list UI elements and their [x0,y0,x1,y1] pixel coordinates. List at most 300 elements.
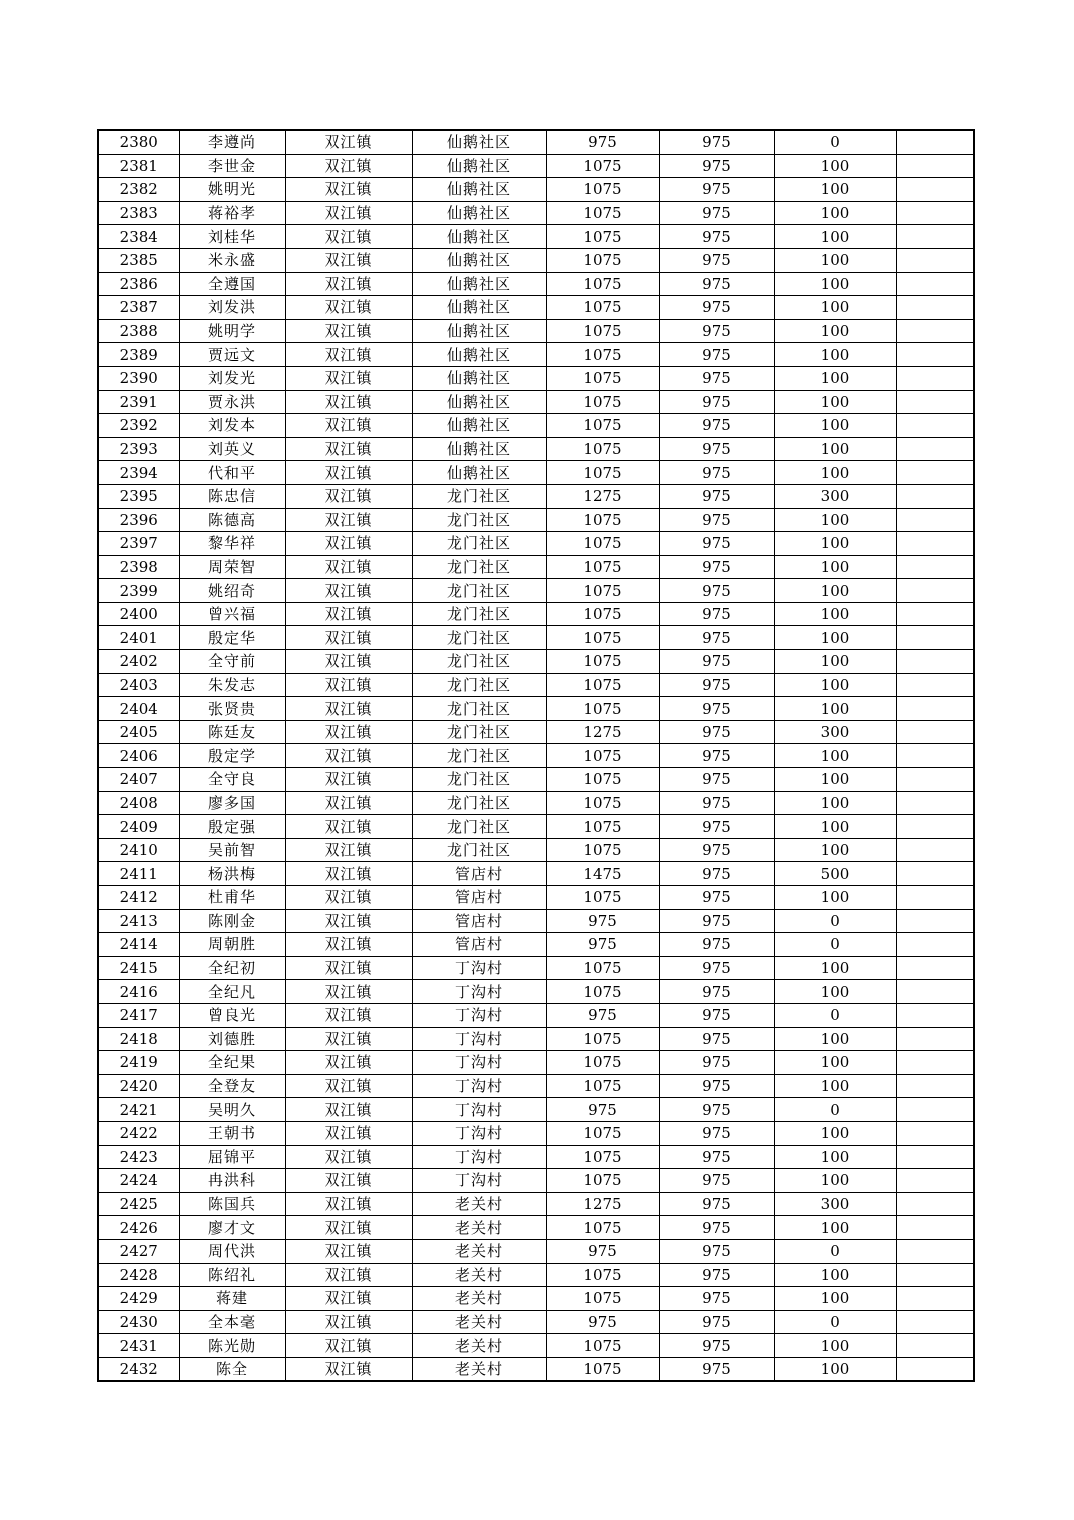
village-cell: 丁沟村 [412,1169,546,1193]
village-cell: 丁沟村 [412,956,546,980]
amount-a-cell: 1075 [546,579,659,603]
name-cell: 陈全 [179,1357,285,1381]
amount-a-cell: 1075 [546,838,659,862]
remark-cell [896,1027,974,1051]
village-cell: 丁沟村 [412,1121,546,1145]
table-row [98,862,974,886]
village-cell: 仙鹅社区 [412,343,546,367]
serial-number-cell: 2396 [98,508,179,532]
serial-number-cell: 2394 [98,461,179,485]
amount-b-cell: 975 [659,1239,774,1263]
difference-cell: 300 [774,720,896,744]
village-cell: 仙鹅社区 [412,319,546,343]
serial-number-cell: 2395 [98,484,179,508]
name-cell: 周代洪 [179,1239,285,1263]
amount-b-cell: 975 [659,130,774,154]
amount-b-cell: 975 [659,579,774,603]
difference-cell: 100 [774,154,896,178]
table-row [98,1098,974,1122]
name-cell: 冉洪科 [179,1169,285,1193]
difference-cell: 100 [774,886,896,910]
table-row [98,720,974,744]
name-cell: 李遵尚 [179,130,285,154]
town-cell: 双江镇 [285,956,412,980]
amount-a-cell: 1075 [546,744,659,768]
name-cell: 陈光勋 [179,1334,285,1358]
serial-number-cell: 2421 [98,1098,179,1122]
difference-cell: 100 [774,579,896,603]
amount-a-cell: 975 [546,1003,659,1027]
amount-a-cell: 1075 [546,768,659,792]
serial-number-cell: 2417 [98,1003,179,1027]
serial-number-cell: 2387 [98,296,179,320]
name-cell: 蒋裕孝 [179,201,285,225]
village-cell: 仙鹅社区 [412,272,546,296]
name-cell: 全遵国 [179,272,285,296]
table-row [98,602,974,626]
amount-a-cell: 1075 [546,248,659,272]
serial-number-cell: 2381 [98,154,179,178]
amount-a-cell: 1075 [546,1121,659,1145]
serial-number-cell: 2430 [98,1310,179,1334]
amount-b-cell: 975 [659,1310,774,1334]
amount-b-cell: 975 [659,1051,774,1075]
difference-cell: 100 [774,650,896,674]
remark-cell [896,484,974,508]
remark-cell [896,1098,974,1122]
town-cell: 双江镇 [285,791,412,815]
village-cell: 龙门社区 [412,815,546,839]
difference-cell: 100 [774,602,896,626]
table-row [98,697,974,721]
town-cell: 双江镇 [285,1169,412,1193]
amount-b-cell: 975 [659,1121,774,1145]
name-cell: 全纪初 [179,956,285,980]
amount-b-cell: 975 [659,909,774,933]
table-row [98,461,974,485]
serial-number-cell: 2415 [98,956,179,980]
serial-number-cell: 2423 [98,1145,179,1169]
table-row [98,1074,974,1098]
village-cell: 龙门社区 [412,626,546,650]
remark-cell [896,838,974,862]
village-cell: 老关村 [412,1357,546,1381]
table-row [98,390,974,414]
serial-number-cell: 2392 [98,414,179,438]
amount-a-cell: 975 [546,1098,659,1122]
amount-b-cell: 975 [659,933,774,957]
village-cell: 老关村 [412,1192,546,1216]
town-cell: 双江镇 [285,1003,412,1027]
table-row [98,815,974,839]
amount-b-cell: 975 [659,414,774,438]
difference-cell: 100 [774,319,896,343]
town-cell: 双江镇 [285,1357,412,1381]
amount-b-cell: 975 [659,1098,774,1122]
table-row [98,130,974,154]
town-cell: 双江镇 [285,579,412,603]
difference-cell: 100 [774,201,896,225]
name-cell: 陈绍礼 [179,1263,285,1287]
amount-a-cell: 1075 [546,956,659,980]
difference-cell: 0 [774,933,896,957]
amount-a-cell: 1075 [546,366,659,390]
amount-b-cell: 975 [659,1334,774,1358]
town-cell: 双江镇 [285,130,412,154]
serial-number-cell: 2405 [98,720,179,744]
town-cell: 双江镇 [285,815,412,839]
table-row [98,319,974,343]
village-cell: 仙鹅社区 [412,130,546,154]
amount-b-cell: 975 [659,1145,774,1169]
remark-cell [896,319,974,343]
village-cell: 管店村 [412,886,546,910]
village-cell: 老关村 [412,1334,546,1358]
table-row [98,437,974,461]
town-cell: 双江镇 [285,414,412,438]
serial-number-cell: 2406 [98,744,179,768]
remark-cell [896,414,974,438]
table-row [98,1027,974,1051]
table-row [98,1287,974,1311]
amount-a-cell: 1275 [546,484,659,508]
remark-cell [896,201,974,225]
town-cell: 双江镇 [285,319,412,343]
serial-number-cell: 2389 [98,343,179,367]
remark-cell [896,461,974,485]
name-cell: 陈国兵 [179,1192,285,1216]
town-cell: 双江镇 [285,201,412,225]
town-cell: 双江镇 [285,1310,412,1334]
difference-cell: 100 [774,1357,896,1381]
amount-a-cell: 1075 [546,390,659,414]
amount-b-cell: 975 [659,697,774,721]
serial-number-cell: 2397 [98,532,179,556]
amount-a-cell: 1075 [546,1051,659,1075]
amount-a-cell: 975 [546,1239,659,1263]
amount-a-cell: 975 [546,130,659,154]
amount-a-cell: 1075 [546,272,659,296]
name-cell: 姚绍奇 [179,579,285,603]
amount-b-cell: 975 [659,956,774,980]
village-cell: 龙门社区 [412,744,546,768]
amount-b-cell: 975 [659,744,774,768]
difference-cell: 100 [774,532,896,556]
table-row [98,532,974,556]
serial-number-cell: 2384 [98,225,179,249]
amount-b-cell: 975 [659,673,774,697]
name-cell: 陈德高 [179,508,285,532]
village-cell: 龙门社区 [412,838,546,862]
serial-number-cell: 2429 [98,1287,179,1311]
serial-number-cell: 2407 [98,768,179,792]
table-row [98,886,974,910]
table-row [98,933,974,957]
serial-number-cell: 2385 [98,248,179,272]
difference-cell: 100 [774,272,896,296]
name-cell: 曾良光 [179,1003,285,1027]
difference-cell: 100 [774,508,896,532]
village-cell: 仙鹅社区 [412,414,546,438]
amount-b-cell: 975 [659,508,774,532]
remark-cell [896,720,974,744]
serial-number-cell: 2399 [98,579,179,603]
amount-b-cell: 975 [659,461,774,485]
amount-a-cell: 975 [546,909,659,933]
town-cell: 双江镇 [285,1027,412,1051]
table-row [98,248,974,272]
serial-number-cell: 2402 [98,650,179,674]
difference-cell: 100 [774,1334,896,1358]
village-cell: 丁沟村 [412,1051,546,1075]
name-cell: 代和平 [179,461,285,485]
amount-b-cell: 975 [659,1263,774,1287]
remark-cell [896,886,974,910]
difference-cell: 300 [774,484,896,508]
remark-cell [896,579,974,603]
amount-a-cell: 1075 [546,980,659,1004]
amount-b-cell: 975 [659,178,774,202]
difference-cell: 0 [774,1239,896,1263]
difference-cell: 100 [774,697,896,721]
name-cell: 王朝书 [179,1121,285,1145]
village-cell: 老关村 [412,1263,546,1287]
amount-b-cell: 975 [659,1357,774,1381]
remark-cell [896,1121,974,1145]
village-cell: 龙门社区 [412,555,546,579]
name-cell: 刘桂华 [179,225,285,249]
name-cell: 刘发光 [179,366,285,390]
town-cell: 双江镇 [285,272,412,296]
amount-b-cell: 975 [659,532,774,556]
serial-number-cell: 2403 [98,673,179,697]
town-cell: 双江镇 [285,886,412,910]
name-cell: 陈忠信 [179,484,285,508]
name-cell: 全纪果 [179,1051,285,1075]
remark-cell [896,1263,974,1287]
amount-b-cell: 975 [659,296,774,320]
amount-a-cell: 1075 [546,1027,659,1051]
difference-cell: 0 [774,1310,896,1334]
remark-cell [896,1074,974,1098]
difference-cell: 100 [774,555,896,579]
serial-number-cell: 2408 [98,791,179,815]
name-cell: 吴明久 [179,1098,285,1122]
table-row [98,768,974,792]
town-cell: 双江镇 [285,768,412,792]
village-cell: 仙鹅社区 [412,296,546,320]
table-row [98,909,974,933]
town-cell: 双江镇 [285,1263,412,1287]
name-cell: 张贤贵 [179,697,285,721]
amount-a-cell: 1075 [546,343,659,367]
amount-a-cell: 1075 [546,555,659,579]
table-row [98,980,974,1004]
remark-cell [896,1051,974,1075]
remark-cell [896,508,974,532]
town-cell: 双江镇 [285,650,412,674]
name-cell: 刘发本 [179,414,285,438]
amount-a-cell: 1075 [546,508,659,532]
amount-a-cell: 1075 [546,1287,659,1311]
town-cell: 双江镇 [285,1074,412,1098]
amount-b-cell: 975 [659,650,774,674]
difference-cell: 100 [774,1145,896,1169]
serial-number-cell: 2428 [98,1263,179,1287]
remark-cell [896,1003,974,1027]
difference-cell: 100 [774,414,896,438]
remark-cell [896,130,974,154]
village-cell: 龙门社区 [412,673,546,697]
records-body [98,130,974,1381]
amount-b-cell: 975 [659,1287,774,1311]
difference-cell: 100 [774,225,896,249]
name-cell: 周荣智 [179,555,285,579]
name-cell: 周朝胜 [179,933,285,957]
table-row [98,838,974,862]
serial-number-cell: 2420 [98,1074,179,1098]
amount-b-cell: 975 [659,484,774,508]
difference-cell: 0 [774,1098,896,1122]
remark-cell [896,815,974,839]
remark-cell [896,343,974,367]
table-row [98,1216,974,1240]
table-row [98,414,974,438]
amount-b-cell: 975 [659,1074,774,1098]
village-cell: 丁沟村 [412,1003,546,1027]
name-cell: 陈刚金 [179,909,285,933]
remark-cell [896,390,974,414]
serial-number-cell: 2386 [98,272,179,296]
amount-a-cell: 1075 [546,1263,659,1287]
amount-a-cell: 1075 [546,791,659,815]
town-cell: 双江镇 [285,484,412,508]
serial-number-cell: 2413 [98,909,179,933]
village-cell: 龙门社区 [412,532,546,556]
town-cell: 双江镇 [285,1287,412,1311]
table-row [98,178,974,202]
amount-a-cell: 1075 [546,1074,659,1098]
town-cell: 双江镇 [285,1192,412,1216]
village-cell: 龙门社区 [412,650,546,674]
table-row [98,1310,974,1334]
village-cell: 管店村 [412,933,546,957]
table-row [98,579,974,603]
village-cell: 龙门社区 [412,791,546,815]
amount-b-cell: 975 [659,390,774,414]
town-cell: 双江镇 [285,1334,412,1358]
village-cell: 老关村 [412,1239,546,1263]
difference-cell: 100 [774,178,896,202]
remark-cell [896,791,974,815]
remark-cell [896,626,974,650]
remark-cell [896,980,974,1004]
table-row [98,1239,974,1263]
remark-cell [896,1310,974,1334]
amount-a-cell: 1075 [546,225,659,249]
name-cell: 贾永洪 [179,390,285,414]
amount-b-cell: 975 [659,768,774,792]
village-cell: 龙门社区 [412,484,546,508]
amount-b-cell: 975 [659,980,774,1004]
remark-cell [896,909,974,933]
table-row [98,225,974,249]
remark-cell [896,437,974,461]
village-cell: 丁沟村 [412,1145,546,1169]
town-cell: 双江镇 [285,862,412,886]
remark-cell [896,1334,974,1358]
serial-number-cell: 2388 [98,319,179,343]
town-cell: 双江镇 [285,555,412,579]
difference-cell: 100 [774,366,896,390]
amount-b-cell: 975 [659,319,774,343]
amount-b-cell: 975 [659,437,774,461]
table-row [98,673,974,697]
amount-b-cell: 975 [659,815,774,839]
amount-b-cell: 975 [659,272,774,296]
town-cell: 双江镇 [285,1239,412,1263]
table-row [98,366,974,390]
village-cell: 仙鹅社区 [412,178,546,202]
amount-b-cell: 975 [659,1169,774,1193]
town-cell: 双江镇 [285,461,412,485]
difference-cell: 100 [774,1287,896,1311]
town-cell: 双江镇 [285,1216,412,1240]
name-cell: 全本毫 [179,1310,285,1334]
data-sheet [97,129,975,1382]
table-row [98,1357,974,1381]
town-cell: 双江镇 [285,838,412,862]
remark-cell [896,248,974,272]
name-cell: 米永盛 [179,248,285,272]
name-cell: 吴前智 [179,838,285,862]
remark-cell [896,178,974,202]
village-cell: 仙鹅社区 [412,461,546,485]
difference-cell: 100 [774,791,896,815]
amount-b-cell: 975 [659,791,774,815]
village-cell: 龙门社区 [412,720,546,744]
difference-cell: 100 [774,461,896,485]
village-cell: 丁沟村 [412,980,546,1004]
table-row [98,1192,974,1216]
amount-b-cell: 975 [659,838,774,862]
village-cell: 丁沟村 [412,1027,546,1051]
amount-b-cell: 975 [659,602,774,626]
table-row [98,650,974,674]
town-cell: 双江镇 [285,744,412,768]
town-cell: 双江镇 [285,933,412,957]
village-cell: 仙鹅社区 [412,154,546,178]
town-cell: 双江镇 [285,626,412,650]
town-cell: 双江镇 [285,697,412,721]
serial-number-cell: 2411 [98,862,179,886]
amount-a-cell: 975 [546,1310,659,1334]
difference-cell: 100 [774,673,896,697]
town-cell: 双江镇 [285,532,412,556]
amount-b-cell: 975 [659,248,774,272]
name-cell: 全守良 [179,768,285,792]
town-cell: 双江镇 [285,909,412,933]
remark-cell [896,862,974,886]
town-cell: 双江镇 [285,296,412,320]
amount-a-cell: 1075 [546,1216,659,1240]
remark-cell [896,768,974,792]
name-cell: 殷定华 [179,626,285,650]
difference-cell: 100 [774,390,896,414]
name-cell: 殷定强 [179,815,285,839]
remark-cell [896,744,974,768]
town-cell: 双江镇 [285,390,412,414]
